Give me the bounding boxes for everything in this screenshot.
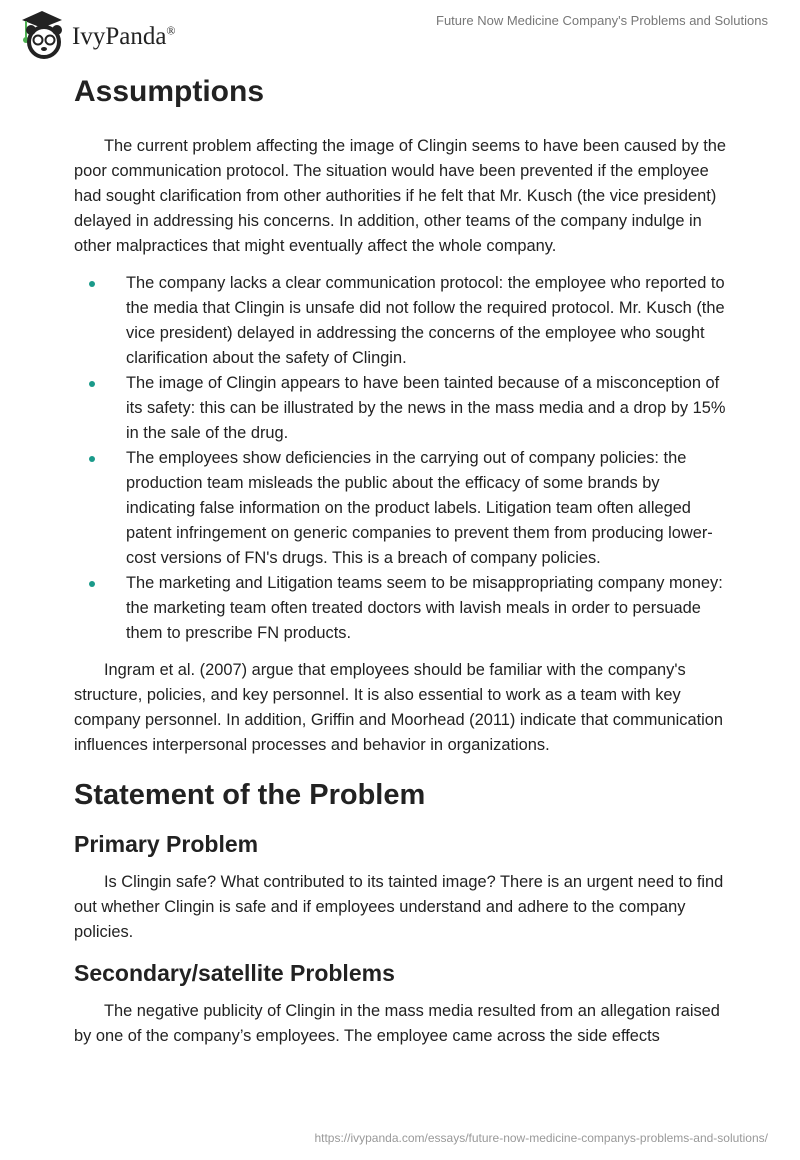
bullet-icon bbox=[89, 381, 95, 387]
heading-primary-problem: Primary Problem bbox=[74, 831, 259, 857]
heading-statement: Statement of the Problem bbox=[74, 779, 426, 811]
paragraph-intro: The current problem affecting the image of Clingin seems to have been caused by the poor communication protocol. The situation would have been prevented if the employee had sought clarification from other authorities if he felt that Mr. Kusch (the vice president) delayed in addressing his concerns. In addition, other teams of the company indulge in other malpractices that might eventually affect the whole company. bbox=[74, 137, 726, 255]
assumptions-list bbox=[74, 271, 728, 646]
list-item: The company lacks a clear communication protocol: the employee who reported to the media that Clingin is unsafe did not follow the required protocol. Mr. Kusch (the vice president) delayed in addressing the concerns of the employee who sought clarification about the safety of Clingin. bbox=[74, 271, 728, 371]
ivypanda-logo[interactable] bbox=[18, 8, 176, 60]
list-item: The marketing and Litigation teams seem to be misappropriating company money: the marketing team often treated doctors with lavish meals in order to persuade them to prescribe FN products. bbox=[74, 571, 728, 646]
list-item: The image of Clingin appears to have been tainted because of a misconception of its safety: this can be illustrated by the news in the mass media and a drop by 15% in the sale of the drug. bbox=[74, 371, 728, 446]
page-header bbox=[0, 0, 800, 60]
paragraph-secondary-problems: The negative publicity of Clingin in the mass media resulted from an allegation raised by one of the company’s employees. The employee came across the side effects bbox=[74, 1002, 720, 1045]
paragraph-closing: Ingram et al. (2007) argue that employees should be familiar with the company's structure, policies, and key personnel. It is also essential to work as a team with key company personnel. In addition, Griffin and Moorhead (2011) indicate that communication influences interpersonal processes and behavior in organizations. bbox=[74, 661, 724, 754]
bullet-icon bbox=[89, 581, 95, 587]
list-item: The employees show deficiencies in the carrying out of company policies: the production team misleads the public about the efficacy of some brands by indicating false information on the product labels. Litigation team often alleged patent infringement on generic companies to prevent them from producing lower-cost versions of FN's drugs. This is a breach of company policies. bbox=[74, 446, 728, 571]
panda-graduate-icon bbox=[18, 8, 66, 60]
brand-name: IvyPanda® bbox=[72, 23, 176, 50]
essay-content bbox=[74, 68, 728, 1061]
bullet-icon bbox=[89, 281, 95, 287]
heading-secondary-problems: Secondary/satellite Problems bbox=[74, 960, 395, 986]
source-url[interactable]: https://ivypanda.com/essays/future-now-medicine-companys-problems-and-solutions/ bbox=[314, 1131, 768, 1145]
document-title: Future Now Medicine Company's Problems and Solutions bbox=[436, 13, 768, 28]
paragraph-primary-problem: Is Clingin safe? What contributed to its tainted image? There is an urgent need to find out whether Clingin is safe and if employees understand and adhere to the company policies. bbox=[74, 873, 724, 941]
bullet-icon bbox=[89, 456, 95, 462]
heading-assumptions: Assumptions bbox=[74, 75, 265, 108]
